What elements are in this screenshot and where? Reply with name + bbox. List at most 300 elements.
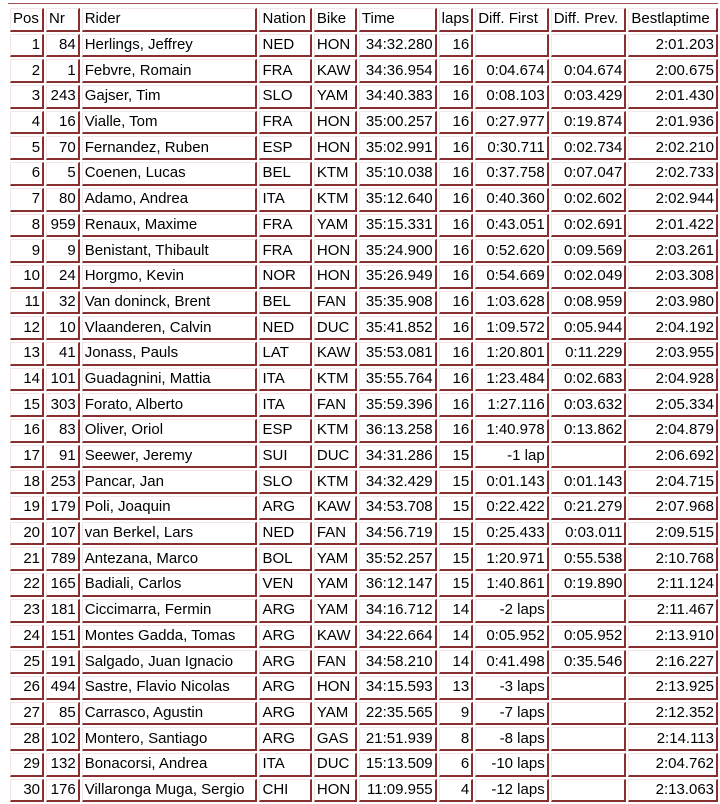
cell-rider: Coenen, Lucas [82,162,258,186]
cell-nr: 959 [46,214,80,238]
cell-nation: FRA [259,239,311,263]
cell-laps: 14 [439,625,474,649]
cell-diff-prev [551,727,627,751]
table-row [10,702,718,726]
cell-pos: 30 [10,779,44,803]
cell-time: 22:35.565 [359,702,437,726]
cell-nation: ARG [259,727,311,751]
cell-bestlaptime: 2:03.308 [628,265,718,289]
cell-nr: 16 [46,111,80,135]
cell-diff-first: 0:41.498 [475,650,549,674]
cell-bestlaptime: 2:03.261 [628,239,718,263]
cell-nr: 303 [46,393,80,417]
cell-laps: 15 [439,496,474,520]
cell-laps: 16 [439,291,474,315]
cell-diff-first: 0:43.051 [475,214,549,238]
table-row [10,547,718,571]
cell-diff-first: -2 laps [475,599,549,623]
cell-pos: 22 [10,573,44,597]
cell-rider: Sastre, Flavio Nicolas [82,676,258,700]
cell-bestlaptime: 2:00.675 [628,59,718,83]
table-row [10,650,718,674]
table-row [10,676,718,700]
cell-bestlaptime: 2:11.467 [628,599,718,623]
cell-rider: Vlaanderen, Calvin [82,316,258,340]
cell-diff-first: 0:25.433 [475,522,549,546]
cell-laps: 9 [439,702,474,726]
cell-pos: 6 [10,162,44,186]
cell-diff-first: 0:27.977 [475,111,549,135]
header-rider: Rider [82,8,258,32]
cell-bestlaptime: 2:03.980 [628,291,718,315]
cell-diff-first: 1:23.484 [475,368,549,392]
cell-laps: 14 [439,650,474,674]
cell-bike: KAW [314,342,357,366]
cell-diff-first [475,34,549,58]
cell-nr: 41 [46,342,80,366]
cell-nation: BEL [259,291,311,315]
cell-pos: 3 [10,85,44,109]
cell-pos: 10 [10,265,44,289]
cell-diff-prev: 0:09.569 [551,239,627,263]
table-row [10,522,718,546]
cell-bike: FAN [314,522,357,546]
cell-bike: FAN [314,650,357,674]
cell-nr: 84 [46,34,80,58]
cell-nr: 151 [46,625,80,649]
cell-nr: 165 [46,573,80,597]
cell-rider: Gajser, Tim [82,85,258,109]
cell-bike: DUC [314,316,357,340]
cell-pos: 12 [10,316,44,340]
cell-time: 34:32.280 [359,34,437,58]
cell-nr: 179 [46,496,80,520]
cell-time: 34:15.593 [359,676,437,700]
cell-bestlaptime: 2:03.955 [628,342,718,366]
cell-bestlaptime: 2:13.925 [628,676,718,700]
cell-nr: 1 [46,59,80,83]
cell-time: 35:52.257 [359,547,437,571]
table-row [10,727,718,751]
cell-laps: 16 [439,265,474,289]
cell-nation: ARG [259,650,311,674]
cell-bestlaptime: 2:07.968 [628,496,718,520]
cell-nr: 132 [46,753,80,777]
cell-diff-prev [551,445,627,469]
table-row [10,368,718,392]
cell-time: 34:40.383 [359,85,437,109]
cell-bike: KAW [314,59,357,83]
cell-pos: 16 [10,419,44,443]
cell-bestlaptime: 2:04.762 [628,753,718,777]
cell-time: 35:59.396 [359,393,437,417]
cell-nation: CHI [259,779,311,803]
table-row [10,445,718,469]
cell-bestlaptime: 2:02.210 [628,136,718,160]
cell-bestlaptime: 2:11.124 [628,573,718,597]
cell-bike: HON [314,34,357,58]
cell-nr: 91 [46,445,80,469]
cell-nation: NED [259,316,311,340]
cell-rider: Benistant, Thibault [82,239,258,263]
cell-nr: 9 [46,239,80,263]
cell-rider: Antezana, Marco [82,547,258,571]
cell-laps: 16 [439,368,474,392]
cell-bestlaptime: 2:01.430 [628,85,718,109]
cell-bike: KTM [314,188,357,212]
cell-nr: 253 [46,470,80,494]
cell-diff-prev: 0:02.049 [551,265,627,289]
cell-rider: Badiali, Carlos [82,573,258,597]
cell-bestlaptime: 2:02.733 [628,162,718,186]
table-row [10,753,718,777]
table-row [10,470,718,494]
cell-diff-first: 1:40.861 [475,573,549,597]
cell-nation: BEL [259,162,311,186]
cell-nr: 176 [46,779,80,803]
cell-pos: 4 [10,111,44,135]
cell-pos: 11 [10,291,44,315]
header-nation: Nation [259,8,311,32]
cell-rider: Villaronga Muga, Sergio [82,779,258,803]
cell-nation: VEN [259,573,311,597]
cell-nr: 24 [46,265,80,289]
cell-diff-prev [551,779,627,803]
cell-laps: 16 [439,34,474,58]
cell-laps: 15 [439,470,474,494]
cell-nr: 101 [46,368,80,392]
table-header-row [10,8,718,32]
cell-bike: DUC [314,445,357,469]
cell-nation: SLO [259,85,311,109]
cell-laps: 4 [439,779,474,803]
cell-bike: KTM [314,470,357,494]
cell-nr: 789 [46,547,80,571]
cell-nr: 70 [46,136,80,160]
cell-nation: ARG [259,625,311,649]
cell-time: 35:24.900 [359,239,437,263]
cell-diff-first: 0:01.143 [475,470,549,494]
cell-bike: KTM [314,368,357,392]
cell-nr: 83 [46,419,80,443]
cell-pos: 13 [10,342,44,366]
cell-bike: YAM [314,599,357,623]
results-table [8,6,720,804]
cell-time: 35:12.640 [359,188,437,212]
cell-bestlaptime: 2:02.944 [628,188,718,212]
cell-bestlaptime: 2:13.063 [628,779,718,803]
cell-bestlaptime: 2:04.879 [628,419,718,443]
cell-diff-prev: 0:13.862 [551,419,627,443]
cell-diff-prev: 0:35.546 [551,650,627,674]
cell-diff-prev: 0:02.691 [551,214,627,238]
cell-laps: 16 [439,239,474,263]
cell-rider: Febvre, Romain [82,59,258,83]
cell-laps: 16 [439,214,474,238]
cell-nation: FRA [259,111,311,135]
cell-laps: 16 [439,111,474,135]
cell-time: 36:13.258 [359,419,437,443]
table-row [10,214,718,238]
cell-diff-prev: 0:01.143 [551,470,627,494]
cell-bike: HON [314,265,357,289]
table-row [10,162,718,186]
cell-bestlaptime: 2:14.113 [628,727,718,751]
cell-time: 35:15.331 [359,214,437,238]
cell-time: 36:12.147 [359,573,437,597]
cell-nr: 181 [46,599,80,623]
cell-diff-prev [551,702,627,726]
cell-bike: HON [314,136,357,160]
cell-diff-first: 1:27.116 [475,393,549,417]
table-row [10,239,718,263]
cell-nation: ARG [259,676,311,700]
cell-nation: FRA [259,59,311,83]
cell-nr: 85 [46,702,80,726]
cell-diff-first: 0:05.952 [475,625,549,649]
cell-laps: 15 [439,573,474,597]
cell-rider: Vialle, Tom [82,111,258,135]
cell-laps: 16 [439,342,474,366]
header-laps: laps [439,8,474,32]
cell-laps: 16 [439,59,474,83]
cell-time: 34:32.429 [359,470,437,494]
cell-diff-prev: 0:03.632 [551,393,627,417]
cell-bike: HON [314,111,357,135]
cell-diff-prev: 0:21.279 [551,496,627,520]
cell-diff-first: -3 laps [475,676,549,700]
cell-pos: 24 [10,625,44,649]
cell-pos: 21 [10,547,44,571]
cell-laps: 8 [439,727,474,751]
cell-bike: YAM [314,214,357,238]
cell-diff-first: 1:20.971 [475,547,549,571]
cell-pos: 15 [10,393,44,417]
cell-diff-prev: 0:19.874 [551,111,627,135]
cell-bike: YAM [314,85,357,109]
cell-nation: NED [259,522,311,546]
cell-nr: 80 [46,188,80,212]
cell-nation: LAT [259,342,311,366]
cell-time: 34:16.712 [359,599,437,623]
cell-bike: HON [314,239,357,263]
cell-rider: Montes Gadda, Tomas [82,625,258,649]
cell-bestlaptime: 2:05.334 [628,393,718,417]
cell-bestlaptime: 2:16.227 [628,650,718,674]
cell-bike: DUC [314,753,357,777]
cell-nation: ITA [259,368,311,392]
cell-time: 35:53.081 [359,342,437,366]
cell-nr: 107 [46,522,80,546]
header-time: Time [359,8,437,32]
cell-diff-prev: 0:11.229 [551,342,627,366]
cell-diff-first: 1:09.572 [475,316,549,340]
cell-pos: 8 [10,214,44,238]
cell-pos: 17 [10,445,44,469]
cell-nation: ITA [259,188,311,212]
cell-rider: Van doninck, Brent [82,291,258,315]
cell-nr: 243 [46,85,80,109]
cell-bike: GAS [314,727,357,751]
cell-diff-prev: 0:19.890 [551,573,627,597]
table-row [10,496,718,520]
cell-bestlaptime: 2:01.936 [628,111,718,135]
cell-rider: Horgmo, Kevin [82,265,258,289]
cell-nation: SUI [259,445,311,469]
cell-rider: Seewer, Jeremy [82,445,258,469]
table-row [10,599,718,623]
cell-time: 35:02.991 [359,136,437,160]
cell-pos: 2 [10,59,44,83]
cell-bike: YAM [314,573,357,597]
cell-diff-prev [551,599,627,623]
cell-diff-prev: 0:02.602 [551,188,627,212]
cell-bike: FAN [314,291,357,315]
cell-nation: FRA [259,214,311,238]
cell-nr: 191 [46,650,80,674]
cell-time: 21:51.939 [359,727,437,751]
cell-diff-first: 0:30.711 [475,136,549,160]
table-row [10,316,718,340]
cell-pos: 5 [10,136,44,160]
cell-laps: 13 [439,676,474,700]
cell-diff-prev [551,753,627,777]
cell-diff-first: -12 laps [475,779,549,803]
table-row [10,342,718,366]
cell-bestlaptime: 2:13.910 [628,625,718,649]
cell-diff-prev: 0:55.538 [551,547,627,571]
cell-time: 34:56.719 [359,522,437,546]
table-row [10,625,718,649]
header-diff-first: Diff. First [475,8,549,32]
cell-nation: ESP [259,136,311,160]
table-body [10,34,718,803]
cell-laps: 16 [439,85,474,109]
cell-pos: 18 [10,470,44,494]
cell-diff-first: 0:40.360 [475,188,549,212]
cell-rider: Pancar, Jan [82,470,258,494]
table-row [10,393,718,417]
cell-diff-first: 0:52.620 [475,239,549,263]
cell-pos: 1 [10,34,44,58]
cell-laps: 15 [439,522,474,546]
cell-laps: 16 [439,316,474,340]
cell-pos: 29 [10,753,44,777]
table-row [10,85,718,109]
cell-pos: 14 [10,368,44,392]
header-diff-prev: Diff. Prev. [551,8,627,32]
table-row [10,136,718,160]
cell-nation: BOL [259,547,311,571]
cell-bestlaptime: 2:09.515 [628,522,718,546]
cell-pos: 9 [10,239,44,263]
cell-time: 35:26.949 [359,265,437,289]
cell-laps: 15 [439,445,474,469]
table-row [10,265,718,289]
cell-diff-prev: 0:02.734 [551,136,627,160]
cell-nr: 102 [46,727,80,751]
cell-bike: KTM [314,162,357,186]
cell-bestlaptime: 2:04.192 [628,316,718,340]
cell-laps: 16 [439,136,474,160]
table-row [10,34,718,58]
cell-rider: Poli, Joaquin [82,496,258,520]
cell-laps: 16 [439,162,474,186]
table-row [10,188,718,212]
cell-rider: Bonacorsi, Andrea [82,753,258,777]
cell-bestlaptime: 2:10.768 [628,547,718,571]
cell-bestlaptime: 2:04.928 [628,368,718,392]
cell-diff-first: 0:54.669 [475,265,549,289]
cell-laps: 14 [439,599,474,623]
cell-nation: SLO [259,470,311,494]
cell-rider: Guadagnini, Mattia [82,368,258,392]
cell-diff-prev: 0:04.674 [551,59,627,83]
cell-diff-prev [551,34,627,58]
cell-diff-prev: 0:02.683 [551,368,627,392]
table-row [10,779,718,803]
cell-time: 35:41.852 [359,316,437,340]
cell-bike: YAM [314,547,357,571]
cell-nation: ITA [259,753,311,777]
cell-bestlaptime: 2:06.692 [628,445,718,469]
cell-rider: Renaux, Maxime [82,214,258,238]
cell-rider: Herlings, Jeffrey [82,34,258,58]
cell-diff-first: 0:08.103 [475,85,549,109]
cell-rider: Carrasco, Agustin [82,702,258,726]
cell-rider: Forato, Alberto [82,393,258,417]
cell-diff-first: 1:40.978 [475,419,549,443]
cell-nr: 10 [46,316,80,340]
cell-time: 34:53.708 [359,496,437,520]
cell-diff-first: 0:04.674 [475,59,549,83]
cell-time: 34:22.664 [359,625,437,649]
table-row [10,573,718,597]
cell-diff-first: 0:22.422 [475,496,549,520]
cell-time: 11:09.955 [359,779,437,803]
cell-nation: ESP [259,419,311,443]
cell-pos: 25 [10,650,44,674]
cell-nation: NED [259,34,311,58]
cell-nation: ARG [259,496,311,520]
cell-bike: HON [314,779,357,803]
cell-nr: 32 [46,291,80,315]
cell-pos: 19 [10,496,44,520]
cell-bike: KAW [314,625,357,649]
cell-bike: KAW [314,496,357,520]
cell-diff-prev: 0:07.047 [551,162,627,186]
cell-laps: 6 [439,753,474,777]
cell-bestlaptime: 2:01.422 [628,214,718,238]
cell-nr: 494 [46,676,80,700]
cell-bestlaptime: 2:01.203 [628,34,718,58]
cell-diff-first: 1:20.801 [475,342,549,366]
cell-pos: 23 [10,599,44,623]
header-pos: Pos [10,8,44,32]
table-row [10,59,718,83]
cell-rider: Jonass, Pauls [82,342,258,366]
cell-diff-prev: 0:05.952 [551,625,627,649]
cell-time: 15:13.509 [359,753,437,777]
cell-time: 35:10.038 [359,162,437,186]
cell-time: 35:35.908 [359,291,437,315]
cell-rider: Montero, Santiago [82,727,258,751]
cell-nation: ARG [259,599,311,623]
cell-rider: Oliver, Oriol [82,419,258,443]
cell-laps: 16 [439,393,474,417]
table-row [10,419,718,443]
cell-nation: ITA [259,393,311,417]
